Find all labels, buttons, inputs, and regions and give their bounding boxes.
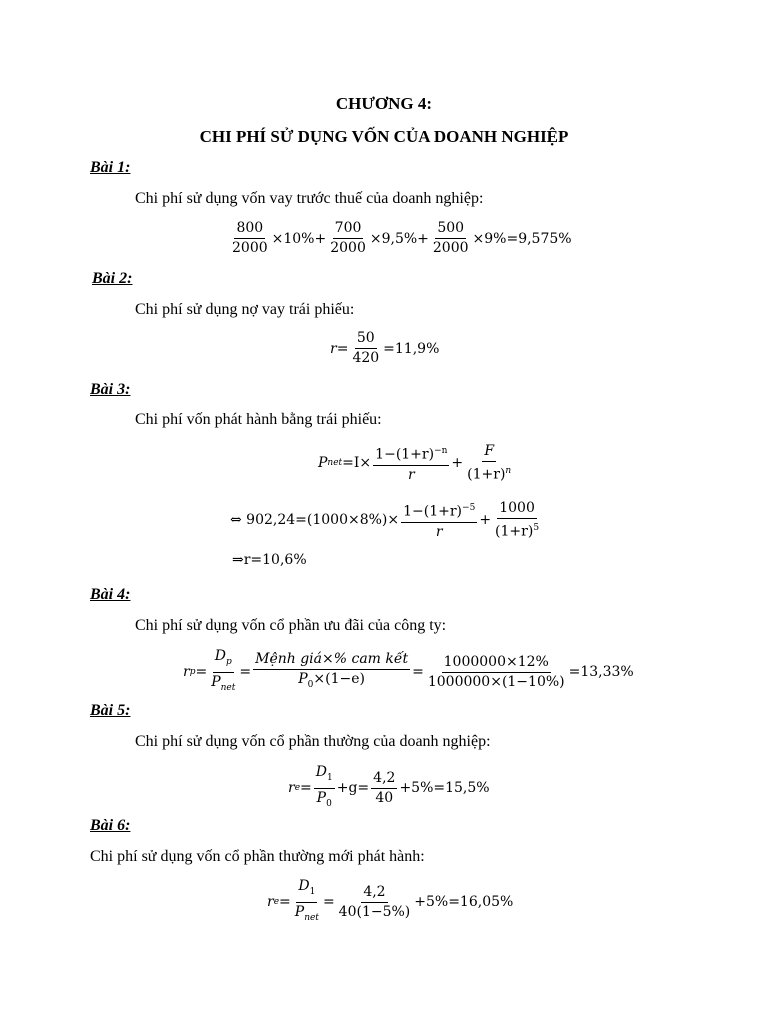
section-3-equation-2: ⇔ 902,24=(1000×8%)× $\frac{1-(1+r)^{-5}}{r}$ + $\frac{1000}{(1+r)^5}$ [230, 500, 540, 540]
section-3-text: Chi phí vốn phát hành bằng trái phiếu: [135, 411, 382, 428]
fraction: $\frac{500}{2000}$ [432, 220, 469, 256]
section-3-equation-1: P net =I× $\frac{1-(1+r)^{-n}}{r}$ + $\frac{F}{(1+r)^n}$ [318, 443, 512, 483]
fraction: $\frac{1-(1+r)^{-n}}{r}$ [373, 443, 449, 484]
fraction: $\frac{700}{2000}$ [330, 220, 366, 256]
fraction: $\frac{D_1}{P_0}$ [315, 764, 333, 809]
section-1-text: Chi phí sử dụng vốn vay trước thuế của doanh nghiệp: [135, 190, 484, 207]
fraction: $\frac{\text{Mệnh giá×\% cam kết}}{P_0\times(1-e)}$ [255, 650, 409, 690]
chapter-heading: CHƯƠNG 4: [335, 94, 433, 113]
fraction: $\frac{1000000\times 12\%}{1000000\times(1-10\%)}$ [427, 653, 565, 690]
fraction: $\frac{4,2}{40(1-5\%)}$ [338, 883, 411, 920]
section-4-heading: Bài 4: [90, 586, 131, 603]
section-4-text: Chi phí sử dụng vốn cổ phần ưu đãi của công ty: [135, 617, 447, 634]
fraction: $\frac{D_p}{P_{net}}$ [211, 648, 236, 693]
section-5-text: Chi phí sử dụng vốn cổ phần thường của doanh nghiệp: [135, 733, 491, 750]
fraction: $\frac{1-(1+r)^{-5}}{r}$ [401, 500, 477, 541]
fraction: $\frac{4,2}{40}$ [373, 769, 396, 806]
section-5-equation: r e = $\frac{D_1}{P_0}$ +g= $\frac{4,2}{40}$ +5%=15,5% [288, 764, 490, 813]
page-title: CHI PHÍ SỬ DỤNG VỐN CỦA DOANH NGHIỆP [199, 127, 569, 146]
section-3-result: ⇒r=10,6% [232, 552, 307, 568]
section-1-heading: Bài 1: [90, 159, 131, 176]
section-6-heading: Bài 6: [90, 817, 131, 834]
section-4-equation: r p = $\frac{D_p}{P_{net}}$ = $\frac{\text{Mệnh giá×\% cam kết}}{P_0\times(1-e)}$ = $\frac{1000000\times 12\%}{1000000\times(1-10\%)}$ =13,33% [183, 648, 634, 697]
fraction: $\frac{800}{2000}$ [232, 220, 268, 256]
fraction: $\frac{1000}{(1+r)^5}$ [495, 500, 540, 540]
section-2-equation: r = $\frac{50}{420}$ =11,9% [330, 330, 440, 366]
section-3-heading: Bài 3: [90, 381, 131, 398]
section-2-text: Chi phí sử dụng nợ vay trái phiếu: [135, 301, 355, 318]
section-6-equation: r e = $\frac{D_1}{P_{net}}$ = $\frac{4,2}{40(1-5\%)}$ +5%=16,05% [267, 878, 513, 927]
section-6-text: Chi phí sử dụng vốn cổ phần thường mới phát hành: [90, 848, 425, 865]
section-1-equation: $\frac{800}{2000}$ ×10%+ $\frac{700}{2000}$ ×9,5%+ $\frac{500}{2000}$ ×9%=9,575% [232, 220, 572, 256]
section-2-heading: Bài 2: [92, 270, 133, 287]
fraction: $\frac{F}{(1+r)^n}$ [467, 443, 512, 483]
section-5-heading: Bài 5: [90, 702, 131, 719]
fraction: $\frac{D_1}{P_{net}}$ [294, 878, 319, 923]
fraction: $\frac{50}{420}$ [352, 330, 380, 366]
